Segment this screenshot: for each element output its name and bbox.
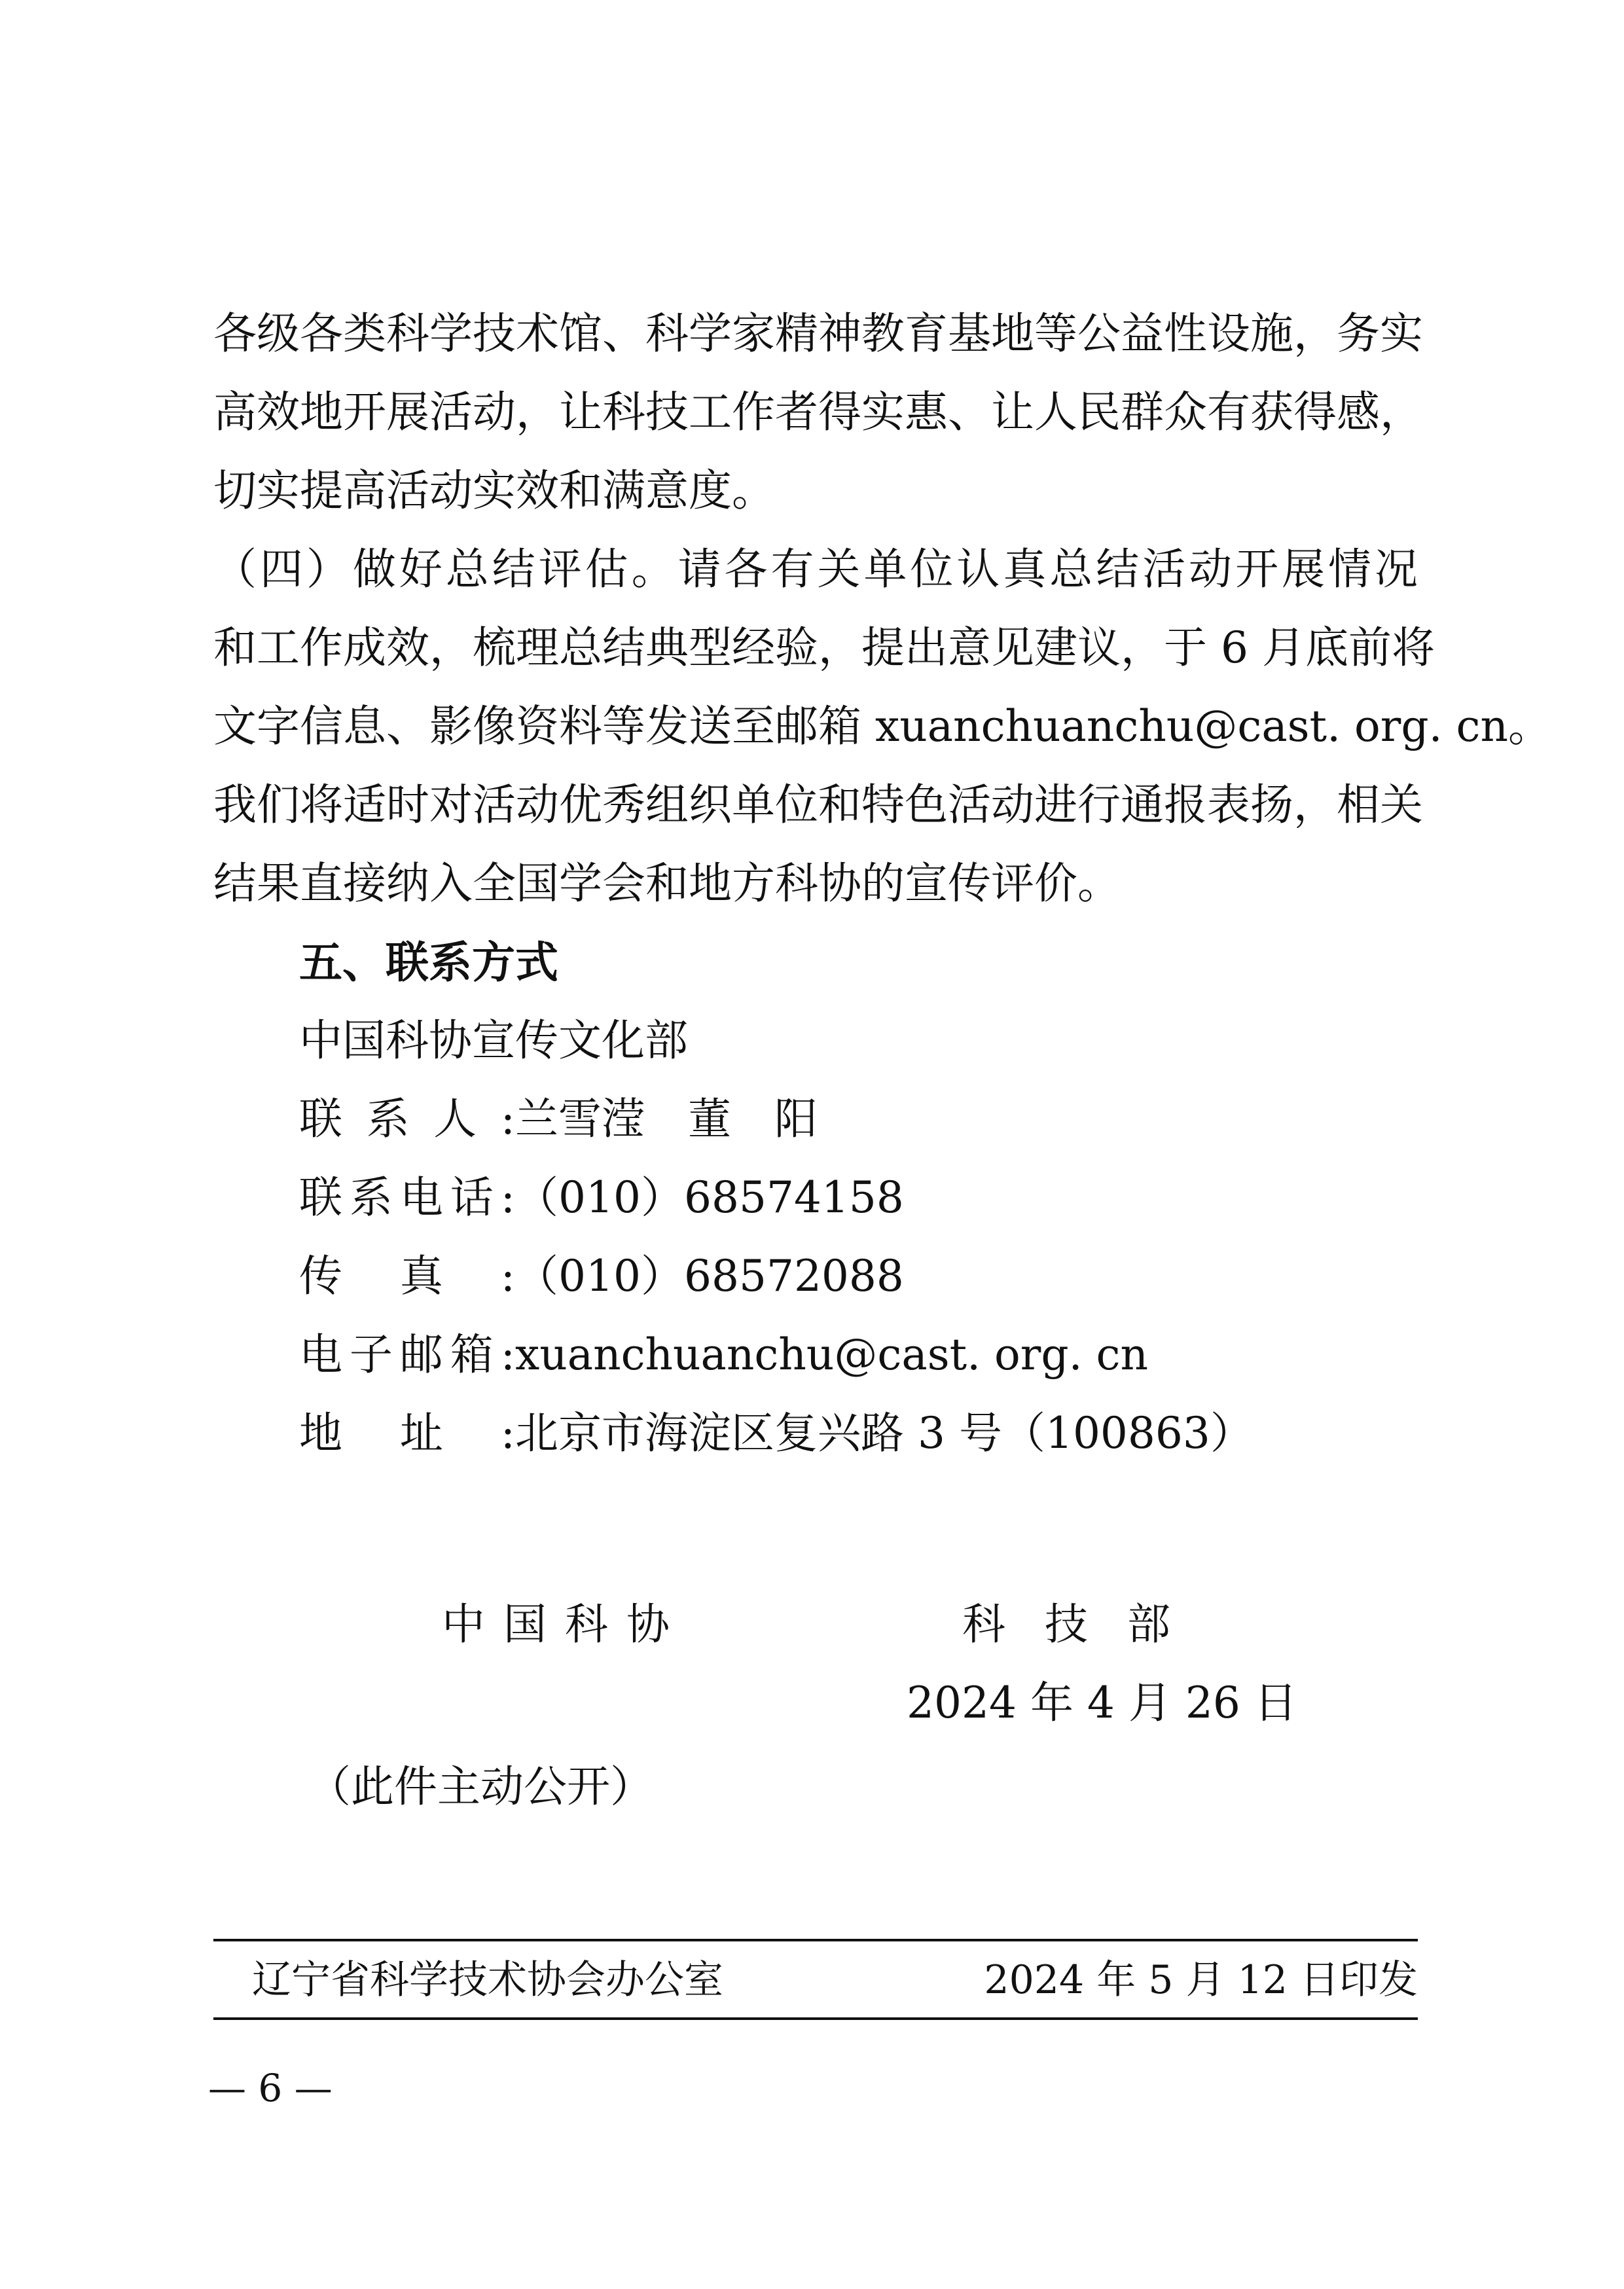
address-row [299, 1407, 1254, 1460]
footer-issuer: 辽宁省科学技术协会办公室 [252, 1957, 723, 2003]
phone-label: 联系电话: [299, 1172, 515, 1223]
public-note: （此件主动公开） [308, 1761, 653, 1812]
body-line-6: 文字信息、影像资料等发送至邮箱 xuanchuanchu@cast. org. cn。 [213, 701, 1552, 751]
address-label: 地址: [299, 1408, 515, 1458]
signature-org-most: 科技部 [962, 1599, 1210, 1649]
phone-value: （010）68574158 [515, 1172, 904, 1223]
email-value[interactable]: xuanchuanchu@cast. org. cn [515, 1329, 1149, 1380]
address-value: 北京市海淀区复兴路 3 号（100863） [515, 1408, 1254, 1458]
contact-department: 中国科协宣传文化部 [299, 1015, 688, 1066]
section-heading: 五、联系方式 [299, 937, 558, 988]
footer-issue-date: 2024 年 5 月 12 日印发 [984, 1957, 1418, 2003]
body-line-5: 和工作成效，梳理总结典型经验，提出意见建议，于 6 月底前将 [213, 622, 1435, 673]
signature-org-cast: 中国科协 [442, 1599, 688, 1649]
fax-label: 传真: [299, 1251, 515, 1301]
email-label: 电子邮箱: [299, 1329, 515, 1380]
body-line-7: 我们将适时对活动优秀组织单位和特色活动进行通报表扬，相关 [213, 780, 1423, 830]
contact-person-value: 兰雪滢 董 阳 [515, 1094, 818, 1144]
page-number: — 6 — [208, 2066, 333, 2110]
contact-person-row [299, 1093, 818, 1145]
body-line-4: （四）做好总结评估。请各有关单位认真总结活动开展情况 [213, 544, 1418, 594]
body-line-1: 各级各类科学技术馆、科学家精神教育基地等公益性设施，务实 [213, 308, 1423, 359]
fax-value: （010）68572088 [515, 1251, 904, 1301]
signature-date: 2024 年 4 月 26 日 [907, 1678, 1297, 1728]
footer-rule-bottom [213, 2017, 1418, 2020]
footer-rule-top [213, 1939, 1418, 1941]
body-line-2: 高效地开展活动，让科技工作者得实惠、让人民群众有获得感， [213, 387, 1423, 437]
email-row [299, 1329, 1148, 1381]
contact-person-label: 联系人: [299, 1094, 515, 1144]
phone-row [299, 1172, 904, 1224]
fax-row [299, 1250, 904, 1303]
body-line-8: 结果直接纳入全国学会和地方科协的宣传评价。 [213, 858, 1121, 909]
body-line-3: 切实提高活动实效和满意度。 [213, 465, 775, 516]
